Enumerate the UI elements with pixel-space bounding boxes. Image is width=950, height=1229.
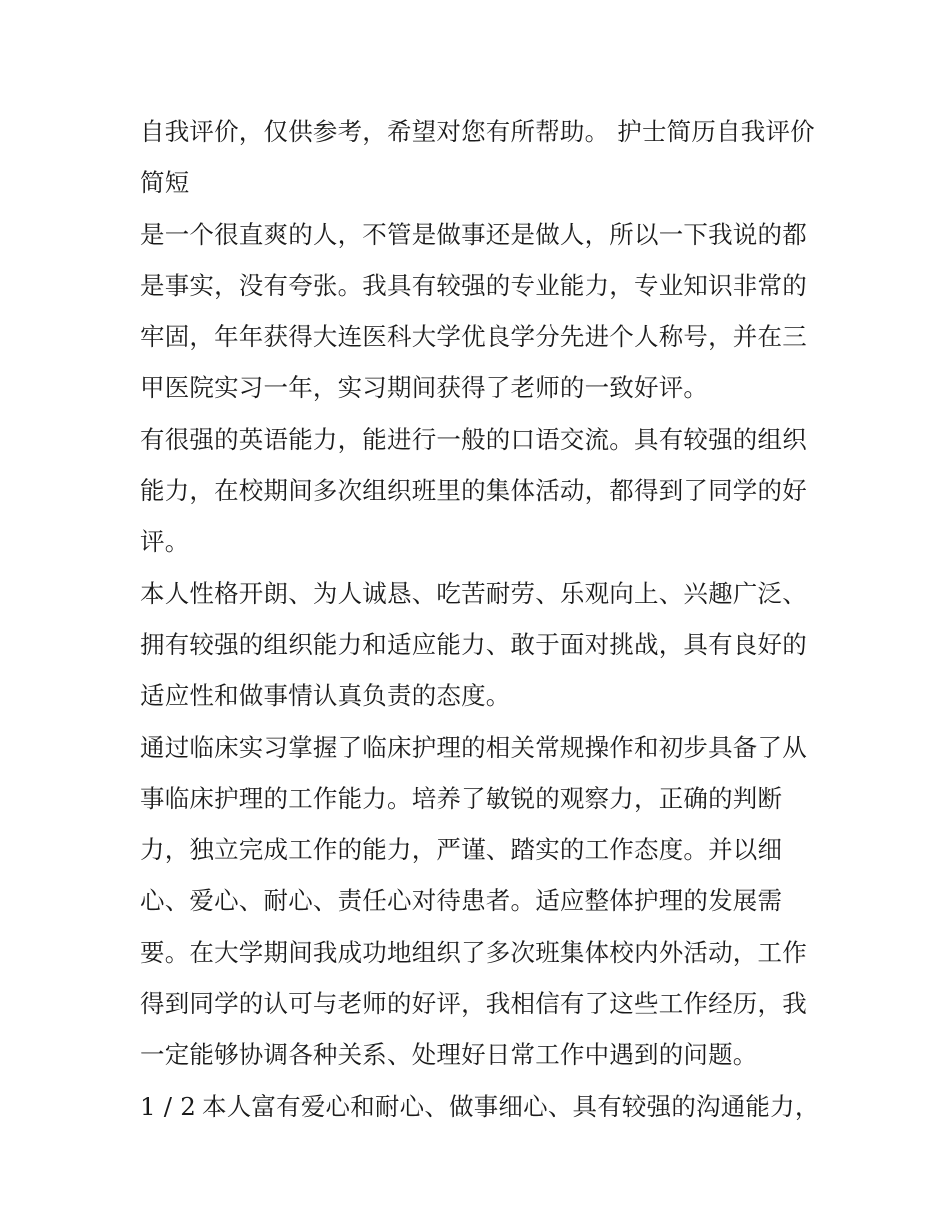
paragraph-character: 本人性格开朗、为人诚恳、吃苦耐劳、乐观向上、兴趣广泛、拥有较强的组织能力和适应能力、敢于面对挑战，具有良好的适应性和做事情认真负责的态度。 <box>140 578 807 711</box>
paragraph-english-organization: 有很强的英语能力，能进行一般的口语交流。具有较强的组织能力，在校期间多次组织班里的集体活动，都得到了同学的好评。 <box>140 424 807 557</box>
paragraph-last <box>140 1081 820 1132</box>
paragraph-personality: 是一个很直爽的人，不管是做事还是做人，所以一下我说的都是事实，没有夸张。我具有较强的专业能力，专业知识非常的牢固，年年获得大连医科大学优良学分先进个人称号，并在三甲医院实习一年，实习期间获得了老师的一致好评。 <box>140 219 807 403</box>
last-paragraph-text: 本人富有爱心和耐心、做事细心、具有较强的沟通能力， <box>202 1091 820 1121</box>
paragraph-clinical-practice: 通过临床实习掌握了临床护理的相关常规操作和初步具备了从事临床护理的工作能力。培养了敏锐的观察力，正确的判断力，独立完成工作的能力，严谨、踏实的工作态度。并以细心、爱心、耐心、责任心对待患者。适应整体护理的发展需要。在大学期间我成功地组织了多次班集体校内外活动，工作得到同学的认可与老师的好评，我相信有了这些工作经历，我一定能够协调各种关系、处理好日常工作中遇到的问题。 <box>140 732 807 1070</box>
paragraph-intro: 自我评价，仅供参考，希望对您有所帮助。 护士简历自我评价简短 <box>140 117 815 198</box>
document-body <box>140 106 820 1132</box>
page-number: 1 / 2 <box>140 1091 197 1121</box>
